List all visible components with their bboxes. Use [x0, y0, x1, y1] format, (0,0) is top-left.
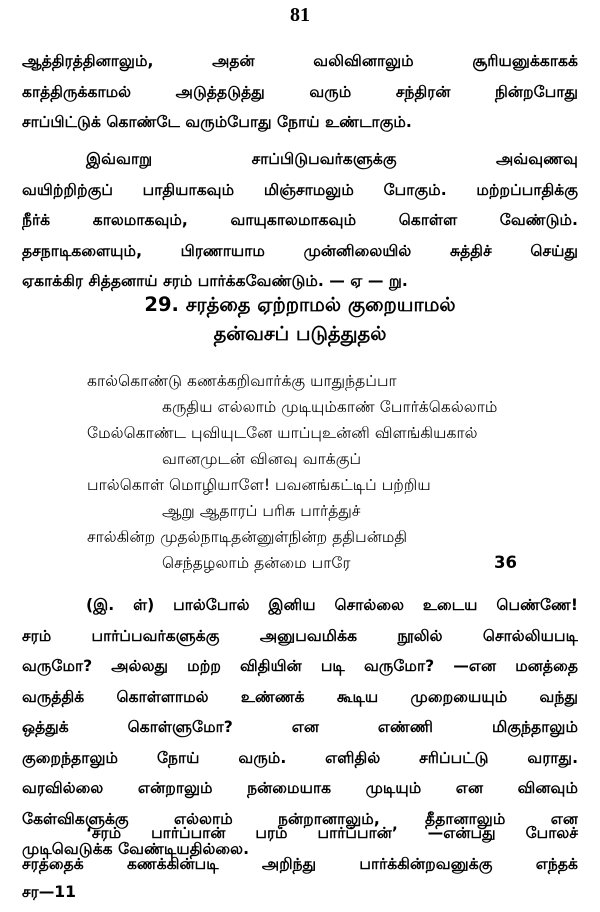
text-line: வருத்திக் கொள்ளாமல் உண்ணக் கூடிய முறையையும் வந்து: [22, 687, 578, 706]
text-line: முடிவெடுக்க வேண்டியதில்லை.: [22, 840, 250, 858]
verse-line: சால்கின்ற முதல்நாடிதன்னுள்நின்ற ததிபன்மதி: [87, 528, 408, 546]
text-line: ‘சரம் பார்ப்பான் பரம் பார்ப்பான்’ —என்பது போலச்: [86, 824, 578, 842]
signature-mark: சர—11: [22, 883, 76, 901]
verse-line: கால்கொண்டு கணக்கறிவார்க்கு யாதுந்தப்பா: [87, 372, 397, 390]
section-heading: [0, 290, 600, 348]
text-line: வருமோ? அல்லது மற்ற விதியின் படி வருமோ? —என மனத்தை: [22, 657, 578, 675]
text-line: சரம் பார்ப்பவர்களுக்கு அனுபவமிக்க நூலில் சொல்லியபடி: [22, 626, 578, 645]
text-line: வரவில்லை என்றாலும் நன்மையாக முடியும் என வினவும்: [22, 779, 578, 797]
text-line: கேள்விகளுக்கு எல்லாம் நன்றானாலும், தீதானாலும் என: [22, 809, 578, 828]
paragraph-4: [22, 818, 578, 879]
verse-line: பால்கொள் மொழியாளே! பவனங்கட்டிப் பற்றிய: [87, 476, 431, 494]
text-line: நீர்க் காலமாகவும், வாயுகாலமாகவும் கொள்ள வேண்டும்.: [22, 211, 578, 229]
heading-line: தன்வசப் படுத்துதல்: [213, 322, 387, 345]
text-line: சரத்தைக் கணக்கின்படி அறிந்து பார்க்கின்றவனுக்கு எந்தக்: [22, 854, 578, 873]
paragraph-1: [22, 46, 578, 138]
text-line: ஒத்துக் கொள்ளுமோ? என எண்ணி மிகுந்தாலும்: [22, 718, 578, 736]
text-line: சாப்பிட்டுக் கொண்டே வரும்போது நோய் உண்டாகும்.: [22, 113, 412, 131]
text-line: வயிற்றிற்குப் பாதியாகவும் மிஞ்சாமலும் போகும். மற்றப்பாதிக்கு: [22, 180, 578, 199]
verse-line: கருதிய எல்லாம் முடியும்காண் போர்க்கெல்லாம்: [162, 398, 498, 416]
verse-number: 36: [494, 553, 517, 572]
page-number: 81: [290, 4, 310, 26]
text-line: குறைந்தாலும் நோய் வரும். எளிதில் சரிப்பட்டு வராது.: [22, 748, 578, 767]
verse-line: ஆறு ஆதாரப் பரிசு பார்த்துச்: [162, 502, 361, 520]
text-line: (இ. ள்) பால்போல் இனிய சொல்லை உடைய பெண்ணே!: [86, 596, 578, 614]
text-line: தசநாடிகளையும், பிரணாயாம முன்னிலையில் சுத்திச் செய்து: [22, 241, 578, 260]
verse-line: செந்தழலாம் தன்மை பாரே: [162, 554, 351, 572]
verse-line: மேல்கொண்ட புவியுடனே யாப்புஉன்னி விளங்கியகால்: [87, 424, 478, 442]
text-line: ஏகாக்கிர சித்தனாய் சரம் பார்க்கவேண்டும். — ஏ — று.: [22, 272, 408, 290]
text-line: காத்திருக்காமல் அடுத்தடுத்து வரும் சந்திரன் நின்றபோது: [22, 82, 578, 101]
heading-line: 29. சரத்தை ஏற்றாமல் குறையாமல்: [144, 293, 456, 316]
text-line: ஆத்திரத்தினாலும், அதன் வலிவினாலும் சூரியனுக்காகக்: [22, 52, 578, 70]
paragraph-2: [22, 144, 578, 297]
text-line: இவ்வாறு சாப்பிடுபவர்களுக்கு அவ்வுணவு: [86, 150, 578, 168]
verse-line: வானமுடன் வினவு வாக்குப்: [162, 450, 362, 468]
